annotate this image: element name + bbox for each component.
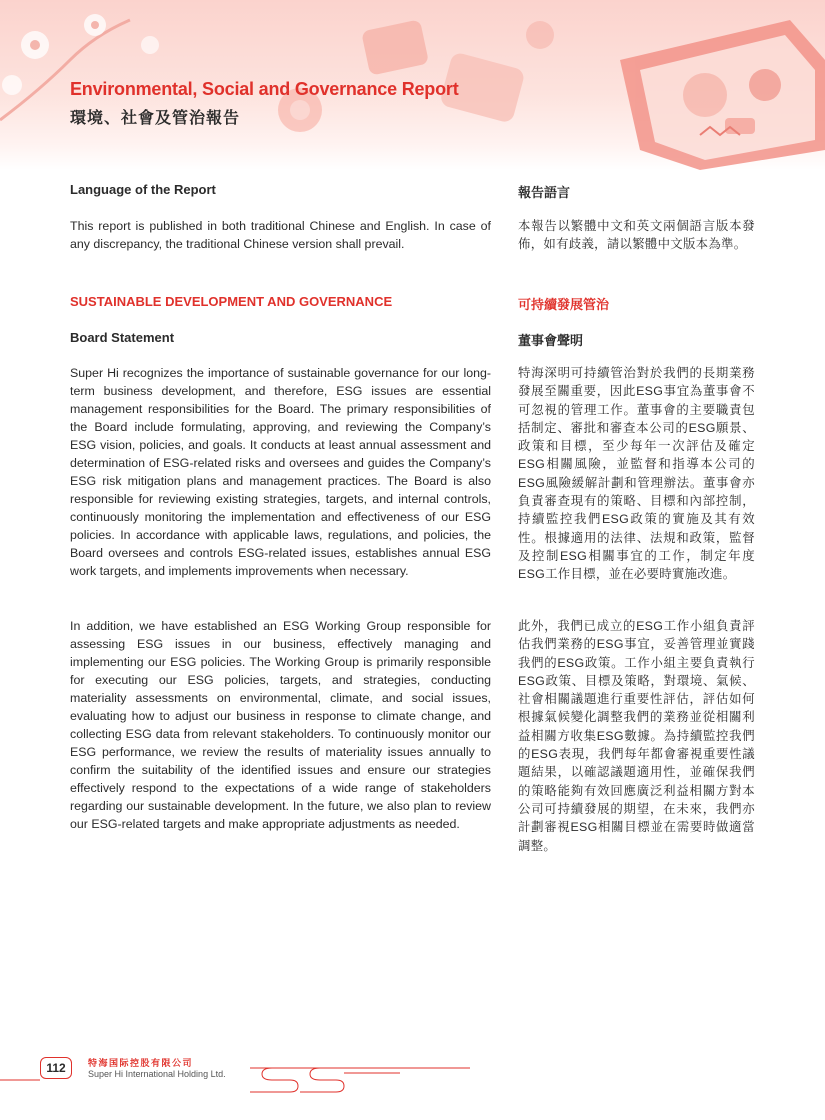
language-body-zh-block — [518, 217, 755, 254]
sdg-heading-zh: 可持續發展管治 — [518, 297, 610, 312]
board-statement-heading-en: Board Statement — [70, 330, 175, 345]
footer-decoration — [0, 1040, 825, 1120]
language-heading-zh: 報告語言 — [518, 185, 571, 200]
board-para2-en: In addition, we have established an ESG Working Group responsible for assessing ESG issues in our business, effectively managing and implementing our ESG policies. The Working Group is primarily responsible for executing our ESG policies, targets, and strategies, conducting materiality assessments on environmental, climate, and social issues, evaluating how to adjust our business in response to climate change, and collecting ESG data from relevant stakeholders. To continuously monitor our ESG performance, we review the results of materiality issues annually to confirm the suitability of the identified issues and ensure our strategies effectively respond to the expectations of a wide range of stakeholders regarding our sustainable development. In the future, we also plan to review our ESG-related targets and make appropriate adjustments as needed. — [70, 619, 491, 831]
board-para1-zh-block — [518, 364, 755, 584]
board-para1-zh: 特海深明可持續管治對於我們的長期業務發展至關重要，因此ESG事宜為董事會不可忽視的管理工作。董事會的主要職責包括制定、審批和審查本公司的ESG願景、政策和目標，至少每年一次評估及確定ESG相關風險，並監督和指導本公司的ESG風險緩解計劃和管理辦法。董事會亦負責審查現有的策略、目標和內部控制，持續監控我們ESG政策的實施及其有效性。根據適用的法律、法規和政策，監督及控制ESG相關事宜的工作，制定年度ESG工作目標，並在必要時實施改進。 — [518, 366, 755, 582]
board-para2-zh-block — [518, 617, 755, 855]
language-body-zh: 本報告以繁體中文和英文兩個語言版本發佈，如有歧義，請以繁體中文版本為準。 — [518, 219, 755, 252]
board-para1-en-block — [70, 364, 491, 580]
sdg-heading-en-block — [70, 294, 491, 309]
company-name-zh: 特海国际控股有限公司 — [88, 1058, 194, 1068]
language-heading-zh-block — [518, 182, 755, 201]
company-name-en: Super Hi International Holding Ltd. — [88, 1069, 226, 1079]
board-para2-en-block — [70, 617, 491, 833]
language-heading-en-block — [70, 182, 491, 197]
page-number: 112 — [40, 1057, 72, 1079]
board-para2-zh: 此外，我們已成立的ESG工作小組負責評估我們業務的ESG事宜，妥善管理並實踐我們的ESG政策。工作小組主要負責執行ESG政策、目標及策略，對環境、氣候、社會相關議題進行重要性評估，評估如何根據氣候變化調整我們的業務並從相關利益相關方收集ESG數據。為持續監控我們的ESG表現，我們每年都會審視重要性議題結果，以確認議題適用性，並確保我們的策略能夠有效回應廣泛利益相關方對本公司可持續發展的期望，在未來，我們亦計劃審視ESG相關目標並在需要時做適當調整。 — [518, 619, 755, 853]
board-statement-heading-zh: 董事會聲明 — [518, 333, 584, 348]
hotpot-tray-icon — [620, 20, 825, 170]
report-title-zh: 環境、社會及管治報告 — [70, 110, 241, 127]
sdg-heading-zh-block — [518, 294, 755, 313]
board-para1-en: Super Hi recognizes the importance of sustainable governance for our long-term business development, and therefore, ESG issues are essential management responsibilities for the Board. The primary responsibilities of the Board include formulating, approving, and reviewing the Company’s ESG vision, policies, and goals. It conducts at least annual assessment and determination of ESG-related risks and oversees and guides the Company’s ESG risk mitigation plans and management practices. The Board is also responsible for reviewing existing strategies, targets, and internal controls, continuously monitoring the implementation and effectiveness of our ESG policies. In accordance with applicable laws, regulations, and policies, the Board oversees and controls ESG-related issues, establishes annual ESG work targets, and implements improvements when necessary. — [70, 366, 491, 578]
report-title-en: Environmental, Social and Governance Report — [70, 79, 459, 99]
language-body-en-block — [70, 217, 491, 253]
sdg-heading-en: SUSTAINABLE DEVELOPMENT AND GOVERNANCE — [70, 294, 393, 309]
language-body-en: This report is published in both traditional Chinese and English. In case of any discrepancy, the traditional Chinese version shall prevail. — [70, 219, 491, 251]
board-statement-heading-zh-block — [518, 330, 755, 349]
language-heading-en: Language of the Report — [70, 182, 216, 197]
food-decoration-icon — [278, 19, 554, 132]
board-statement-heading-en-block — [70, 330, 491, 345]
